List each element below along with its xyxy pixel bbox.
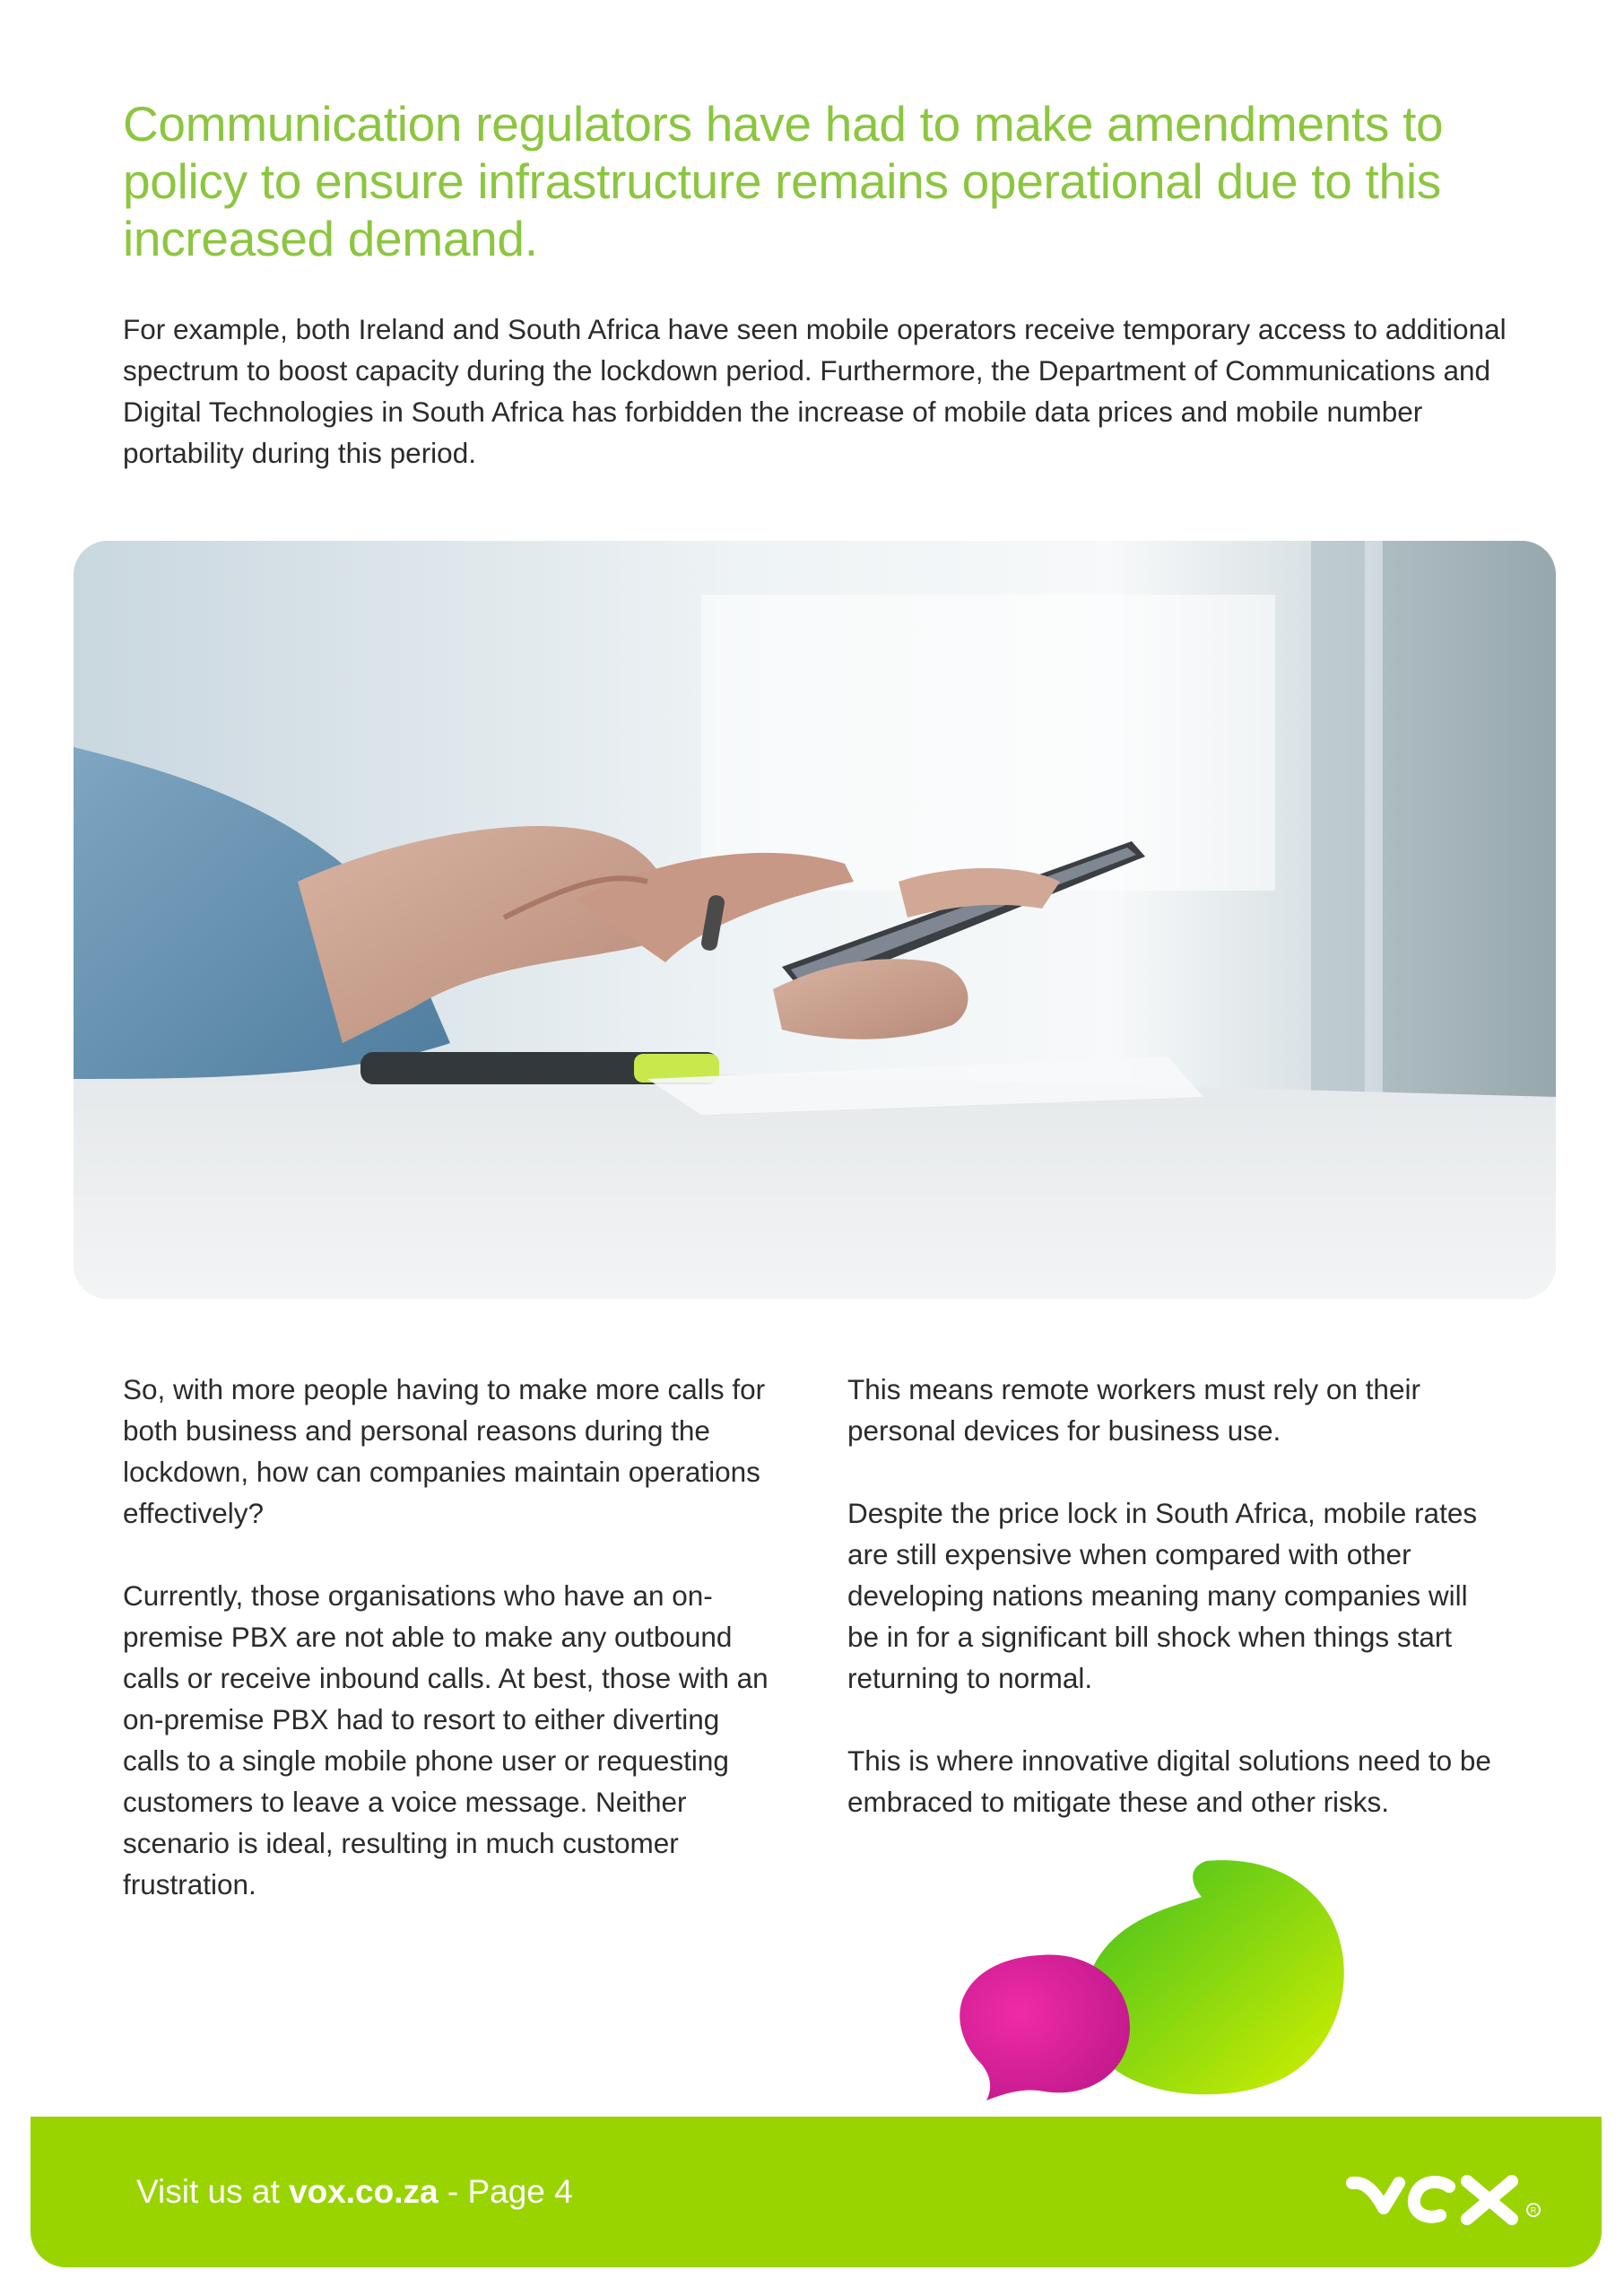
right-paragraph-1: This means remote workers must rely on their personal devices for business use. [847,1373,1420,1447]
footer-page-number: - Page 4 [438,2173,573,2210]
footer-text [136,2172,573,2212]
left-column [123,1369,769,1946]
svg-text:R: R [1530,2205,1537,2215]
left-paragraph-2: Currently, those organisations who have an on-premise PBX are not able to make any outbound calls or receive inbound calls. At best, those with an on-premise PBX had to resort to either diverting calls to a single mobile phone user or requesting customers to leave a voice message. Neither scenario is ideal, resulting in much customer frustration. [123,1579,769,1900]
intro-paragraph: For example, both Ireland and South Africa have seen mobile operators receive temporary access to additional spectrum to boost capacity during the lockdown period. Furthermore, the Department of Communications and Digital Technologies in South Africa has forbidden the increase of mobile data prices and mobile number portability during this period. [123,313,1507,469]
right-paragraph-3: This is where innovative digital solutions need to be embraced to mitigate these and other risks. [847,1744,1491,1818]
footer-url-link[interactable]: vox.co.za [289,2173,439,2210]
headline: Communication regulators have had to make amendments to policy to ensure infrastructure remains operational due to this increased demand. [123,96,1444,266]
right-column [847,1369,1493,1864]
vox-logo[interactable] [1343,2156,1550,2237]
footer-prefix: Visit us at [136,2173,290,2210]
footer-bar [30,2117,1602,2267]
left-paragraph-1: So, with more people having to make more calls for both business and personal reasons during the lockdown, how can companies maintain operations effectively? [123,1373,766,1529]
hand-holding-smartphone-photo [74,541,1556,1299]
right-paragraph-2: Despite the price lock in South Africa, mobile rates are still expensive when compared with other developing nations meaning many companies will be in for a significant bill shock when things start returning to normal. [847,1497,1478,1694]
chat-bubbles-icon [946,1857,1359,2108]
